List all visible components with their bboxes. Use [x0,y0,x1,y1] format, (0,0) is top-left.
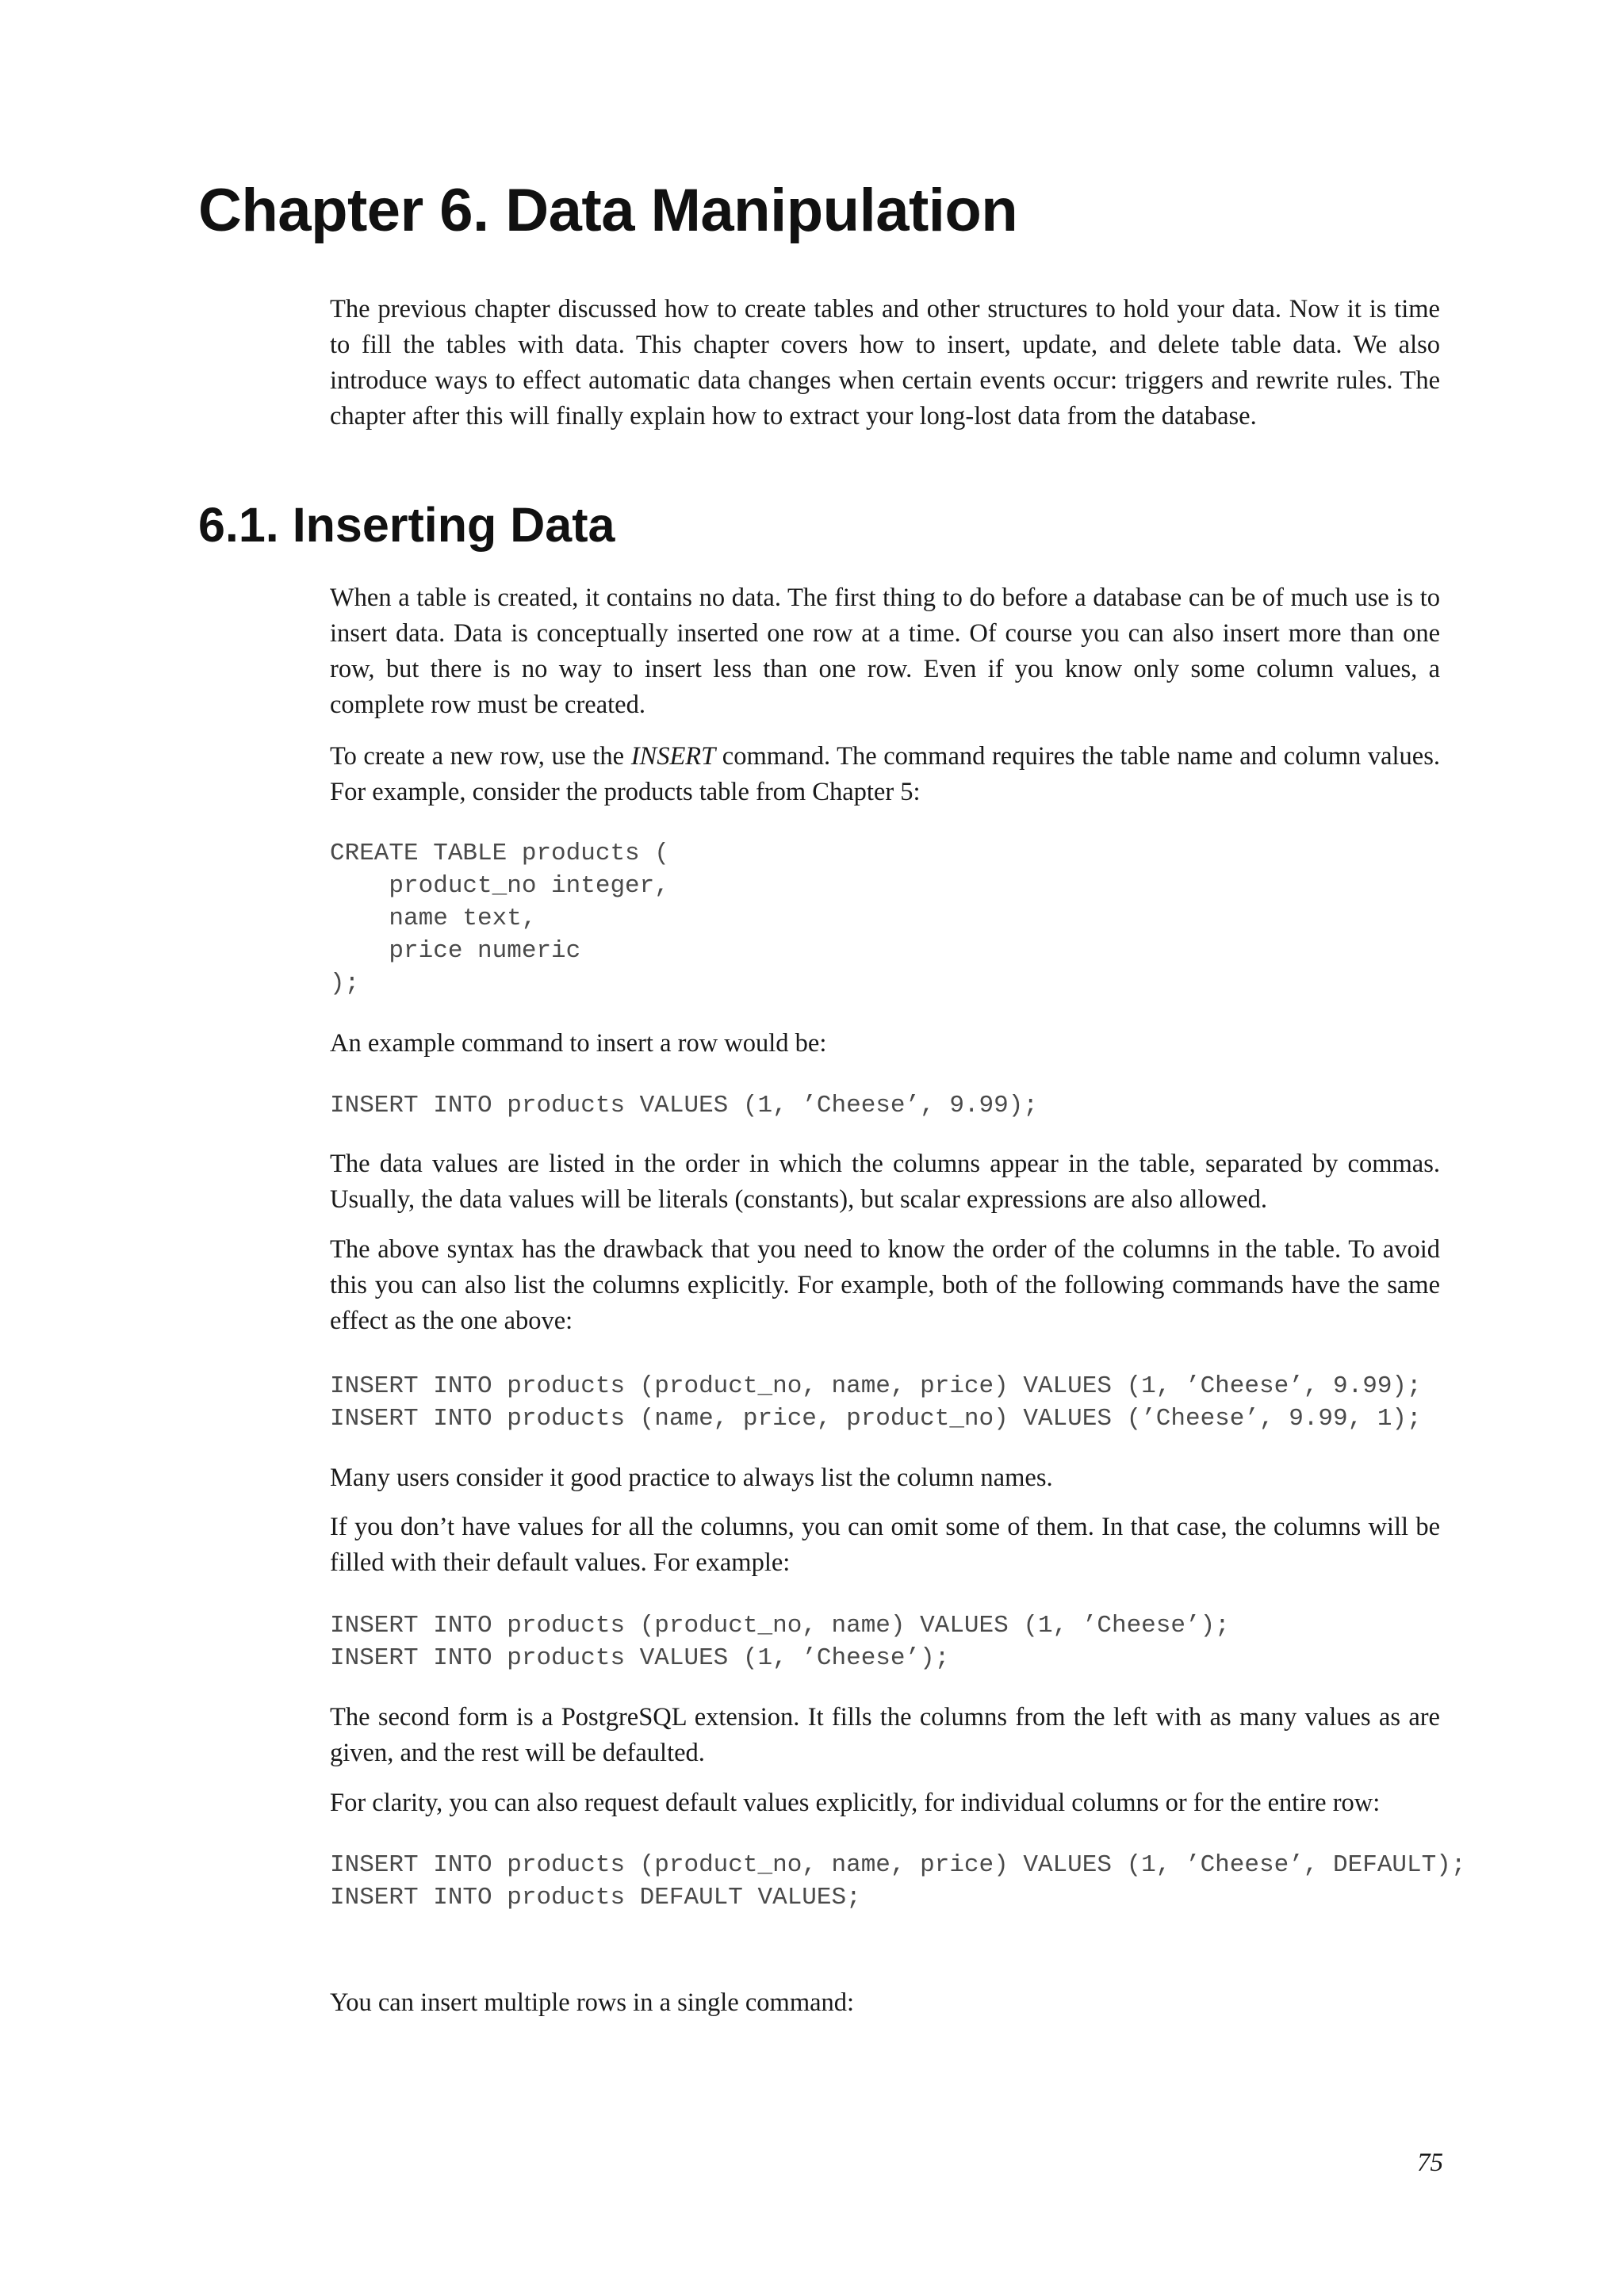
paragraph-postgresql-extension: The second form is a PostgreSQL extension. It fills the columns from the left with as many values as are given, and the rest will be defaulted. [330,1703,1440,1767]
code-create-table: CREATE TABLE products ( product_no integer, name text, price numeric ); [330,840,669,997]
paragraph-example-command: An example command to insert a row would be: [330,1029,827,1058]
paragraph-good-practice: Many users consider it good practice to always list the column names. [330,1464,1053,1492]
code-insert-default-values: INSERT INTO products (product_no, name, price) VALUES (1, ’Cheese’, DEFAULT); INSERT INTO products DEFAULT VALUES; [330,1851,1466,1911]
code-insert-example: INSERT INTO products VALUES (1, ’Cheese’, 9.99); [330,1092,1038,1119]
paragraph-table-created: When a table is created, it contains no data. The first thing to do before a database can be of much use is to insert data. Data is conceptually inserted one row at a time. Of course you can also insert more than one row, but there is no way to insert less than one row. Even if you know only some column values, a complete row must be created. [330,584,1440,719]
paragraph-data-values-order: The data values are listed in the order in which the columns appear in the table, separated by commas. Usually, the data values will be literals (constants), but scalar expressions are also allowed. [330,1150,1440,1214]
insert-text-after: command. The command requires the table name and column values. For example, consider the products table from Chapter 5: [330,742,1440,806]
paragraph-omit-columns: If you don’t have values for all the columns, you can omit some of them. In that case, the columns will be filled with their default values. For example: [330,1513,1440,1577]
chapter-title: Chapter 6. Data Manipulation [198,177,1018,244]
insert-command-name: INSERT [630,742,716,771]
code-insert-omit-columns: INSERT INTO products (product_no, name) VALUES (1, ’Cheese’); INSERT INTO products VALUES (1, ’Cheese’); [330,1612,1230,1672]
section-title: 6.1. Inserting Data [198,498,615,552]
page-number: 75 [1417,2149,1443,2177]
chapter-intro-paragraph: The previous chapter discussed how to create tables and other structures to hold your data. Now it is time to fill the tables with data. This chapter covers how to insert, update, and delete table data. We also introduce ways to effect automatic data changes when certain events occur: triggers and rewrite rules. The chapter after this will finally explain how to extract your long-lost data from the database. [330,295,1440,430]
insert-text-before: To create a new row, use the [330,742,631,771]
code-insert-explicit-columns: INSERT INTO products (product_no, name, price) VALUES (1, ’Cheese’, 9.99); INSERT INTO products (name, price, product_no) VALUES (’Cheese’, 9.99, 1); [330,1372,1422,1433]
paragraph-default-values: For clarity, you can also request default values explicitly, for individual columns or for the entire row: [330,1789,1381,1817]
paragraph-syntax-drawback: The above syntax has the drawback that you need to know the order of the columns in the table. To avoid this you can also list the columns explicitly. For example, both of the following commands have the same effect as the one above: [330,1235,1440,1335]
paragraph-multiple-rows: You can insert multiple rows in a single command: [330,1988,855,2017]
paragraph-insert-command [330,739,1440,810]
